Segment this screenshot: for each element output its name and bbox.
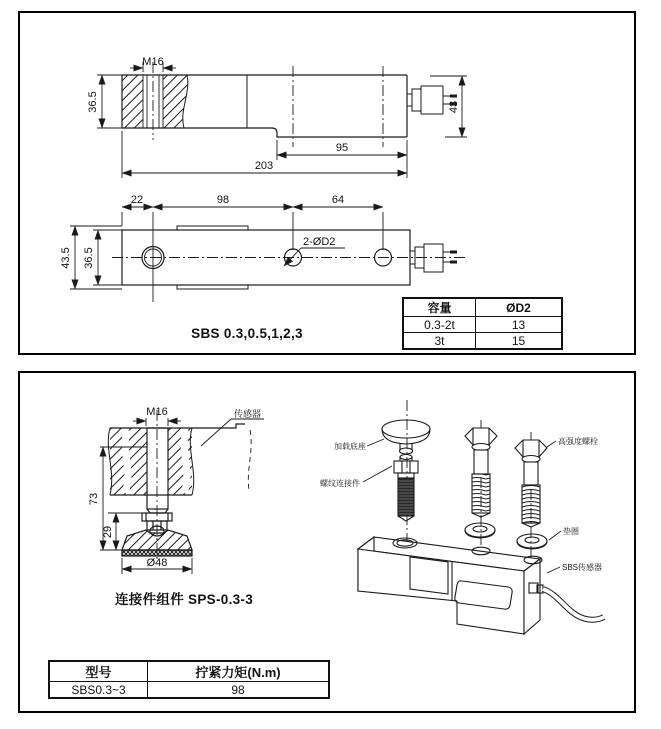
threaded-connector (394, 455, 418, 522)
dim-height-foot-label: 29 (102, 525, 114, 539)
hole-callout-label: 2-ØD2 (303, 236, 336, 248)
dim-hole-spacing-2-label: 64 (331, 194, 345, 206)
dim-height-right-label: 43 (448, 100, 460, 114)
top-view-labels (60, 194, 344, 341)
kit-caption: 连接件组件 SPS-0.3-3 (115, 592, 254, 607)
capacity-cell: 0.3-2t (403, 317, 476, 333)
torque-table (48, 660, 330, 699)
mount-section-drawing (100, 410, 264, 574)
dim-height-inner-label: 36.5 (83, 247, 95, 269)
dim-thread-label: M16 (142, 56, 164, 68)
capacity-header: 容量 (403, 298, 476, 317)
exploded-view-drawing (358, 400, 604, 634)
capacity-table (402, 297, 563, 350)
hole-dia-header: ØD2 (476, 298, 563, 317)
washer-label: 垫圈 (563, 527, 579, 536)
washer-a (465, 523, 495, 538)
side-view-dimensions (97, 62, 467, 178)
bolt-b (515, 440, 547, 527)
panel-dimension-drawing (18, 11, 636, 355)
hole-dia-cell: 13 (476, 317, 563, 333)
dim-height-outer-label: 43.5 (60, 247, 72, 269)
dim-length-total-label: 203 (254, 160, 274, 172)
hole-dia-cell: 15 (476, 333, 563, 350)
dim-height-total-label: 73 (88, 492, 100, 506)
top-view-drawing (70, 207, 465, 302)
model-range-caption: SBS 0.3,0.5,1,2,3 (191, 326, 303, 341)
dim-thread-label: M16 (146, 406, 168, 418)
torque-header: 拧紧力矩(N.m) (148, 661, 330, 682)
torque-table-header-row (49, 661, 329, 682)
loading-base-label: 加载底座 (334, 442, 366, 451)
table-row (403, 333, 562, 350)
dim-offset-label: 22 (130, 194, 144, 206)
table-row (49, 682, 329, 699)
model-header: 型号 (49, 661, 148, 682)
torque-cell: 98 (148, 682, 330, 699)
model-cell: SBS0.3~3 (49, 682, 148, 699)
washer-b (517, 534, 547, 549)
dim-foot-diameter-label: Ø48 (146, 557, 168, 569)
top-view-dimensions (70, 207, 383, 302)
panel-mounting-drawing (18, 371, 636, 713)
dim-height-left-label: 36.5 (87, 91, 99, 113)
side-view-drawing (97, 62, 467, 178)
threaded-connector-label: 螺纹连接件 (320, 479, 360, 488)
capacity-table-header-row (403, 298, 562, 317)
bolt-a (465, 428, 497, 517)
cable-connector-top (410, 244, 457, 272)
capacity-cell: 3t (403, 333, 476, 350)
table-row (403, 317, 562, 333)
sbs-sensor-label: SBS传感器 (562, 563, 603, 572)
loading-base (382, 420, 430, 454)
load-cell-body (358, 537, 604, 634)
dim-length-step-label: 95 (335, 142, 349, 154)
sensor-label: 传感器 (234, 409, 262, 419)
dim-hole-spacing-1-label: 98 (216, 194, 230, 206)
high-strength-bolt-label: 高强度螺栓 (558, 437, 598, 446)
